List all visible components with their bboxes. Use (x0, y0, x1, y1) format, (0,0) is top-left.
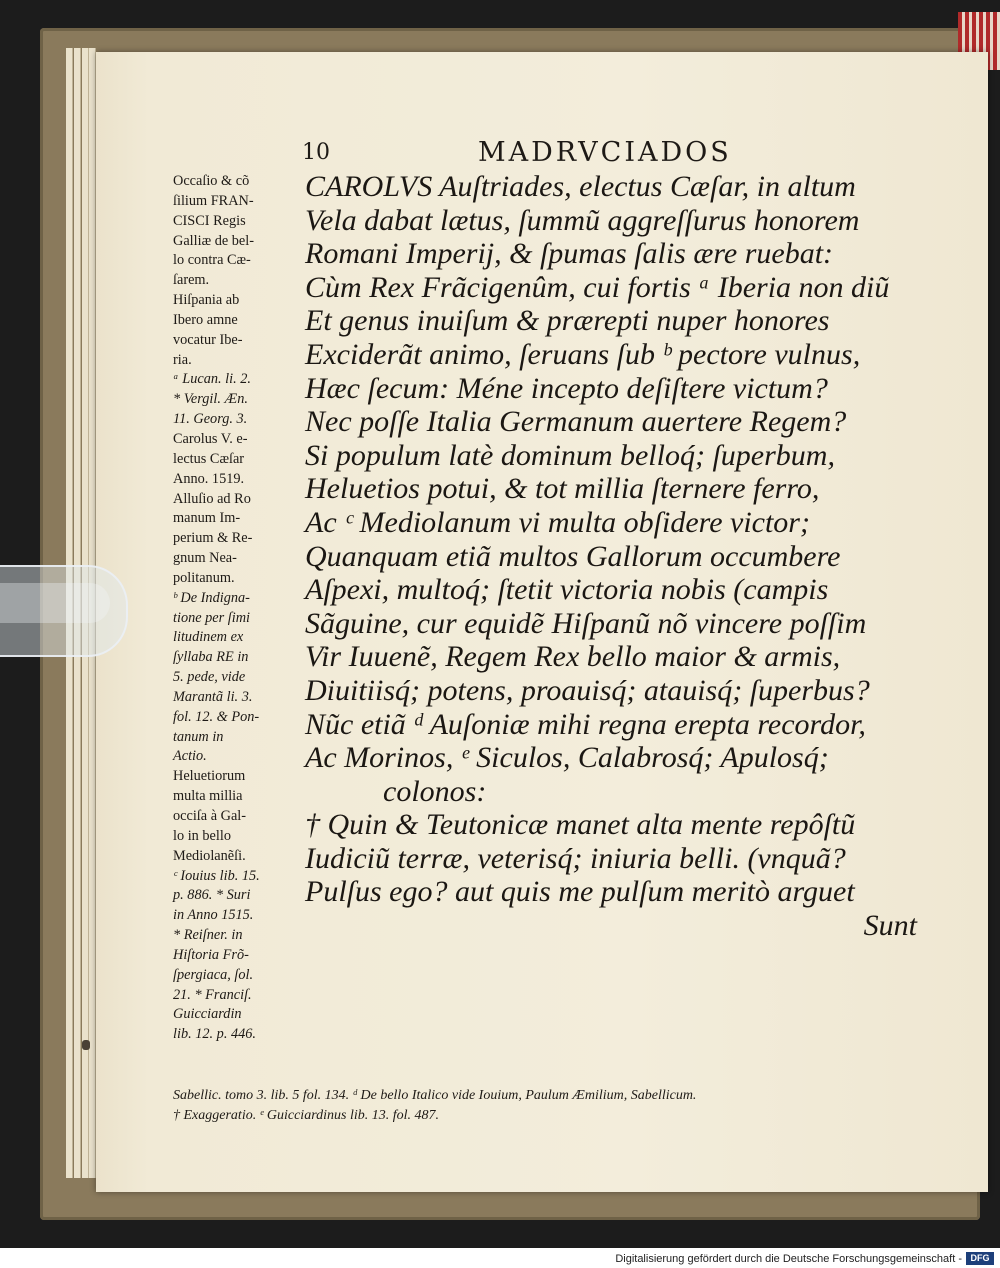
verse-line: Ac ᶜ Mediolanum vi multa obſidere victor; (305, 505, 810, 539)
verse-line: Cùm Rex Frãcigenûm, cui fortis ᵃ Iberia non diũ (305, 270, 890, 304)
margin-note-line: ſyllaba RE in (173, 649, 249, 666)
margin-note-line: vocatur Ibe- (173, 331, 243, 348)
margin-note-line: Galliæ de bel- (173, 232, 254, 249)
margin-note-line: * Reiſner. in (173, 927, 243, 944)
footnote-line: † Exaggeratio. ᵉ Guicciardinus lib. 13. fol. 487. (173, 1108, 440, 1123)
margin-note-line: perium & Re- (173, 530, 253, 547)
page-clamp (0, 565, 128, 657)
verse-line: Vir Iuuenẽ, Regem Rex bello maior & armis, (305, 640, 841, 674)
margin-note-line: occiſa à Gal- (173, 808, 247, 824)
verse-line: † Quin & Teutonicæ manet alta mente repôſtũ (305, 808, 856, 842)
verse-line: Exciderãt animo, ſeruans ſub ᵇ pectore vulnus, (305, 337, 861, 371)
margin-note-line: politanum. (173, 569, 235, 586)
margin-note-line: p. 886. * Suri (173, 887, 251, 904)
verse-line: Sãguine, cur equidẽ Hiſpanũ nõ vincere poſſim (305, 606, 867, 640)
running-title: MADRVCIADOS (478, 137, 732, 168)
margin-note-line: Heluetiorum (173, 768, 246, 785)
page-number: 10 (302, 140, 330, 165)
margin-note-line: Alluſio ad Ro (173, 490, 251, 507)
margin-note-line: gnum Nea- (173, 550, 237, 567)
verse-line: Et genus inuiſum & prærepti nuper honores (305, 304, 830, 338)
margin-note-line: ᵃ Lucan. li. 2. (173, 371, 251, 388)
margin-note-line: 21. * Franciſ. (173, 986, 252, 1003)
margin-note-line: multa millia (173, 788, 243, 805)
verse-line: Aſpexi, multoq́; ſtetit victoria nobis (campis (305, 573, 829, 607)
footnote-line: Sabellic. tomo 3. lib. 5 fol. 134. ᵈ De bello Italico vide Iouium, Paulum Æmilium, Sabellicum. (173, 1088, 697, 1103)
margin-note-line: lib. 12. p. 446. (173, 1026, 257, 1043)
margin-note-line: lo in bello (173, 827, 231, 844)
verse-line: Diuitiisq́; potens, proauisq́; atauisq́; ſuperbus? (305, 673, 870, 707)
verse-line: colonos: (383, 774, 487, 808)
verse-line: CAROLVS Auſtriades, electus Cæſar, in altum (305, 170, 856, 203)
margin-note-line: * Vergil. Æn. (173, 391, 248, 408)
margin-note-line: CISCI Regis (173, 212, 246, 229)
catchword: Sunt (863, 909, 917, 943)
margin-note-line: ſarem. (173, 272, 210, 289)
margin-note-line: Guicciardin (173, 1006, 242, 1023)
margin-note-line: Carolus V. e- (173, 430, 248, 447)
margin-note-line: 5. pede, vide (173, 669, 246, 686)
margin-note-line: lo contra Cæ- (173, 252, 251, 269)
margin-note-line: in Anno 1515. (173, 907, 254, 924)
verse-line: Vela dabat lætus, ſummũ aggreſſurus honorem (305, 203, 860, 237)
margin-note-line: lectus Cæſar (173, 450, 245, 467)
margin-note-line: ſpergiaca, ſol. (173, 966, 254, 983)
margin-note-line: ſilium FRAN- (173, 192, 254, 209)
margin-note-line: Anno. 1519. (173, 470, 245, 487)
verse-line: Heluetios potui, & tot millia ſternere ferro, (305, 472, 820, 506)
verse-line: Ac Morinos, ᵉ Siculos, Calabrosq́; Apulosq́; (305, 741, 829, 775)
margin-note-line: Marantã li. 3. (173, 688, 253, 705)
margin-note-line: ᵇ De Indigna- (173, 589, 250, 606)
margin-note-line: Actio. (173, 748, 207, 765)
footnotes (173, 1086, 933, 1126)
margin-note-line: Hiſpania ab (173, 292, 240, 309)
margin-note-line: ᶜ Iouius lib. 15. (173, 867, 260, 884)
margin-note-line: litudinem ex (173, 629, 244, 646)
verse-line: Hæc ſecum: Méne incepto deſiſtere victum? (305, 371, 828, 405)
credit-bar (0, 1250, 1000, 1268)
ink-spot (82, 1040, 90, 1050)
margin-note-line: Occaſio & cõ (173, 173, 250, 189)
margin-note-line: manum Im- (173, 510, 241, 527)
margin-note-line: tanum in (173, 728, 224, 745)
margin-note-line: fol. 12. & Pon- (173, 708, 260, 725)
margin-note-line: Hiſtoria Frõ- (173, 946, 249, 963)
verse-line: Pulſus ego? aut quis me pulſum meritò arguet (305, 875, 855, 909)
margin-notes (173, 172, 301, 1045)
dfg-logo-icon: DFG (966, 1252, 994, 1265)
margin-note-line: ria. (173, 351, 192, 368)
verse-line: Nũc etiã ᵈ Auſoniæ mihi regna erepta recordor, (305, 707, 866, 741)
credit-text: Digitalisierung gefördert durch die Deutsche Forschungsgemeinschaft - (615, 1253, 962, 1265)
verse-block (305, 170, 925, 943)
verse-line: Romani Imperij, & ſpumas ſalis ære ruebat: (305, 237, 834, 271)
margin-note-line: tione per ſimi (173, 609, 251, 626)
margin-note-line: 11. Georg. 3. (173, 411, 248, 428)
verse-line: Quanquam etiã multos Gallorum occumbere (305, 539, 841, 573)
verse-line: Nec poſſe Italia Germanum auertere Regem? (305, 405, 847, 439)
margin-note-line: Mediolanẽſi. (173, 847, 246, 864)
verse-line: Si populum latè dominum belloq́; ſuperbum, (305, 438, 835, 472)
verse-line: Iudiciũ terræ, veterisq́; iniuria belli. (vnquã? (305, 841, 846, 875)
margin-note-line: Ibero amne (173, 311, 238, 328)
